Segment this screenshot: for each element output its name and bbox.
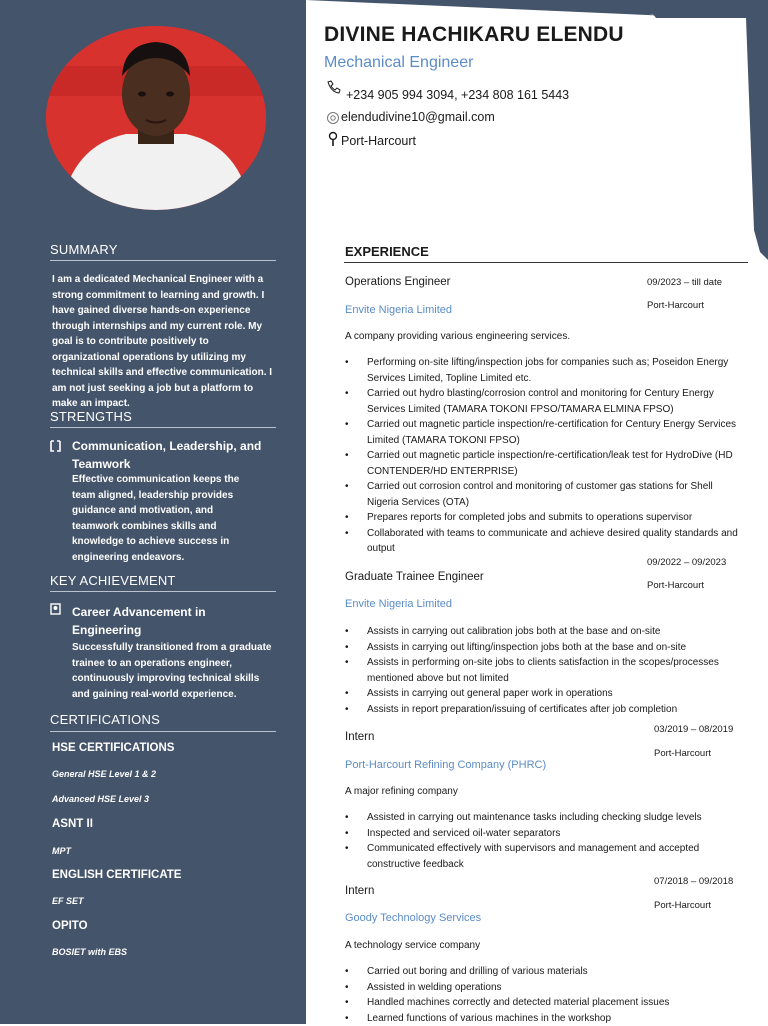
- cert-item: MPT: [52, 846, 71, 856]
- divider: [50, 260, 276, 261]
- experience-heading: EXPERIENCE: [345, 244, 429, 259]
- cert-item: Advanced HSE Level 3: [52, 794, 149, 804]
- job-date: 03/2019 – 08/2019: [654, 724, 733, 735]
- list-item: • Communicated effectively with supervisors and management and accepted constructive feedback: [345, 841, 740, 872]
- company-name: Envite Nigeria Limited: [345, 304, 452, 316]
- strengths-heading: STRENGTHS: [50, 409, 132, 424]
- list-item: • Carried out magnetic particle inspection/re-certification for Century Energy Services Limited (TAMARA TOKONI FPSO): [345, 417, 740, 448]
- list-item: • Assisted in welding operations: [345, 980, 740, 996]
- list-item: • Carried out corrosion control and monitoring of customer gas stations for Shell Nigeria Services (OTA): [345, 479, 740, 510]
- job-title: Intern: [345, 731, 374, 743]
- job-title: Graduate Trainee Engineer: [345, 571, 484, 583]
- cert-heading: ASNT II: [52, 818, 93, 830]
- summary-text: I am a dedicated Mechanical Engineer with a strong commitment to learning and growth. I have gained diverse hands-on experience through internships and my current role. My goal is to contribute positively to organizational operations by utilizing my technical skills and effective communication. I am not just seeking a job but a platform to make an impact.: [52, 272, 278, 412]
- divider: [344, 262, 748, 263]
- job-role: Mechanical Engineer: [324, 54, 473, 72]
- location-pin-icon: [327, 131, 339, 147]
- company-name: Port-Harcourt Refining Company (PHRC): [345, 759, 546, 771]
- strength-title: Communication, Leadership, and Teamwork: [72, 437, 262, 473]
- profile-photo: [46, 26, 266, 210]
- certifications-heading: CERTIFICATIONS: [50, 712, 160, 727]
- list-item: • Performing on-site lifting/inspection jobs for companies such as; Poseidon Energy Services Limited, Topline Limited etc.: [345, 355, 740, 386]
- job-bullets: [345, 624, 740, 717]
- job-location: Port-Harcourt: [647, 580, 704, 591]
- list-item: • Assists in carrying out general paper work in operations: [345, 686, 740, 702]
- company-description: A company providing various engineering services.: [345, 331, 570, 342]
- job-location: Port-Harcourt: [654, 748, 711, 759]
- list-item: • Carried out magnetic particle inspection/re-certification/leak test for HydroDive (HD CONTENDER/HD ENTERPRISE): [345, 448, 740, 479]
- company-name: Goody Technology Services: [345, 912, 481, 924]
- location: Port-Harcourt: [341, 134, 416, 148]
- job-title: Operations Engineer: [345, 276, 450, 288]
- summary-heading: SUMMARY: [50, 242, 118, 257]
- list-item: • Handled machines correctly and detected material placement issues: [345, 995, 740, 1011]
- award-icon: [50, 603, 61, 615]
- key-achievement-heading: KEY ACHIEVEMENT: [50, 573, 176, 588]
- cert-heading: OPITO: [52, 920, 88, 932]
- list-item: • Carried out boring and drilling of various materials: [345, 964, 740, 980]
- company-description: A technology service company: [345, 940, 480, 951]
- list-item: • Assists in performing on-site jobs to clients satisfaction in the scopes/processes mentioned above but not limited: [345, 655, 740, 686]
- bookmark-icon: [50, 440, 61, 452]
- job-date: 07/2018 – 09/2018: [654, 876, 733, 887]
- job-title: Intern: [345, 885, 374, 897]
- job-bullets: [345, 810, 740, 872]
- list-item: • Carried out hydro blasting/corrosion control and monitoring for Century Energy Services Limited (TAMARA TOKONI FPSO/TAMARA ELMINA FPSO): [345, 386, 740, 417]
- list-item: • Assists in report preparation/issuing of certificates after job completion: [345, 702, 740, 718]
- company-name: Envite Nigeria Limited: [345, 598, 452, 610]
- divider: [50, 427, 276, 428]
- list-item: • Collaborated with teams to communicate and achieve desired quality standards and output: [345, 526, 740, 557]
- job-location: Port-Harcourt: [654, 900, 711, 911]
- list-item: • Assists in carrying out lifting/inspection jobs both at the base and on-site: [345, 640, 740, 656]
- cert-item: EF SET: [52, 896, 84, 906]
- cert-heading: HSE CERTIFICATIONS: [52, 742, 174, 754]
- job-date: 09/2022 – 09/2023: [647, 557, 726, 568]
- cert-item: BOSIET with EBS: [52, 947, 127, 957]
- phone-numbers: +234 905 994 3094, +234 808 161 5443: [346, 88, 569, 102]
- strength-description: Effective communication keeps the team aligned, leadership provides guidance and motivation, and teamwork combines skills and knowledge to achieve success in engineering endeavors.: [72, 472, 262, 565]
- phone-icon: [326, 80, 342, 94]
- list-item: • Prepares reports for completed jobs and submits to operations supervisor: [345, 510, 740, 526]
- job-date: 09/2023 – till date: [647, 277, 722, 288]
- job-bullets: [345, 355, 740, 557]
- list-item: • Learned functions of various machines in the workshop: [345, 1011, 740, 1026]
- job-location: Port-Harcourt: [647, 300, 704, 311]
- achievement-title: Career Advancement in Engineering: [72, 603, 262, 639]
- email-address: elendudivine10@gmail.com: [341, 110, 495, 124]
- divider: [50, 591, 276, 592]
- list-item: • Assists in carrying out calibration jobs both at the base and on-site: [345, 624, 740, 640]
- list-item: • Inspected and serviced oil-water separators: [345, 826, 740, 842]
- cert-heading: ENGLISH CERTIFICATE: [52, 869, 181, 881]
- list-item: • Assisted in carrying out maintenance tasks including checking sludge levels: [345, 810, 740, 826]
- cert-item: General HSE Level 1 & 2: [52, 769, 156, 779]
- achievement-description: Successfully transitioned from a graduate trainee to an operations engineer, continuously improving technical skills and gaining real-world experience.: [72, 640, 272, 702]
- divider: [50, 731, 276, 732]
- candidate-name: DIVINE HACHIKARU ELENDU: [324, 23, 624, 47]
- sidebar: [0, 0, 306, 1024]
- job-bullets: [345, 964, 740, 1026]
- company-description: A major refining company: [345, 786, 458, 797]
- email-icon: [326, 111, 340, 125]
